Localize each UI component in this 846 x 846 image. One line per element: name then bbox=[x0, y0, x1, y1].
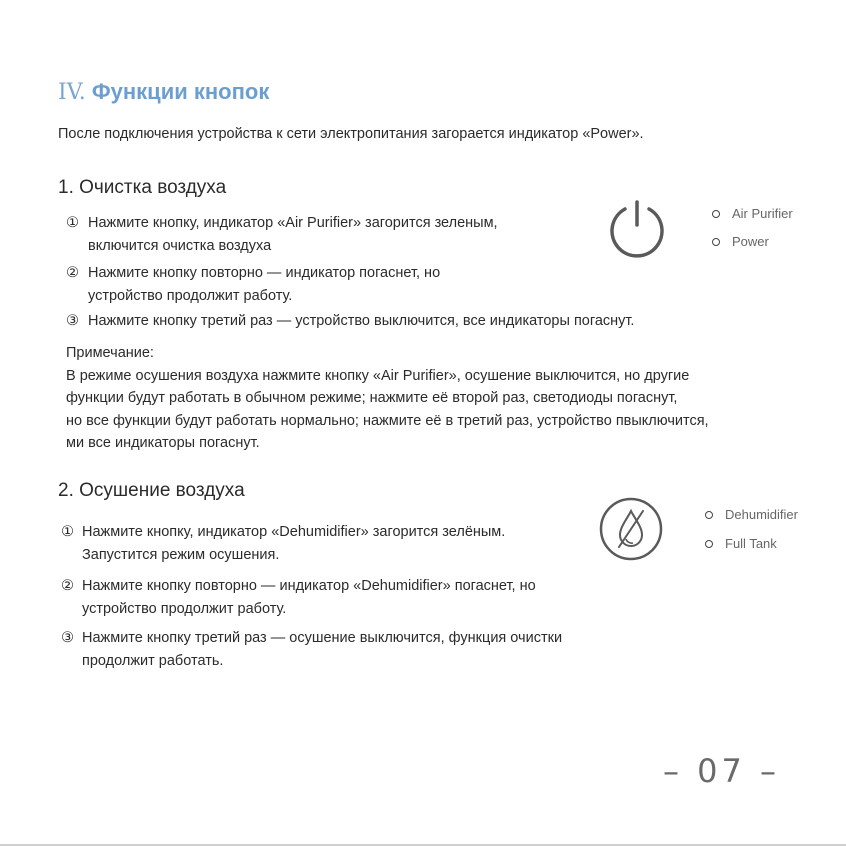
page-number: – 07 – bbox=[662, 752, 780, 790]
dehum-heading: 2. Осушение воздуха bbox=[58, 480, 245, 501]
note-label: Примечание: bbox=[66, 345, 154, 361]
indicator-dot-icon bbox=[705, 540, 713, 548]
air-heading: 1. Очистка воздуха bbox=[58, 177, 227, 198]
step-text: Нажмите кнопку третий раз — устройство выключится, все индикаторы погаснут. bbox=[88, 313, 635, 329]
legend-air-purifier bbox=[712, 206, 793, 221]
step-text: продолжит работать. bbox=[82, 653, 224, 669]
step-text: Нажмите кнопку третий раз — осушение выключится, функция очистки bbox=[82, 630, 563, 646]
legend-label: Dehumidifier bbox=[725, 507, 798, 522]
section-title-text: Функции кнопок bbox=[91, 79, 270, 104]
section-roman-numeral: IV. bbox=[58, 80, 86, 105]
air-step-3 bbox=[66, 310, 634, 333]
air-step-2 bbox=[66, 262, 440, 308]
legend-full-tank bbox=[705, 536, 777, 551]
legend-label: Full Tank bbox=[725, 536, 777, 551]
legend-power bbox=[712, 234, 769, 249]
step-text: Нажмите кнопку, индикатор «Dehumidifier» загорится зелёным. bbox=[82, 524, 506, 540]
section-title bbox=[58, 79, 269, 105]
step-text: Нажмите кнопку повторно — индикатор погаснет, но bbox=[88, 265, 441, 281]
legend-label: Air Purifier bbox=[732, 206, 793, 221]
indicator-dot-icon bbox=[712, 210, 720, 218]
note-block bbox=[66, 342, 709, 455]
legend-label: Power bbox=[732, 234, 769, 249]
step-text: Нажмите кнопку, индикатор «Air Purifier» загорится зеленым, bbox=[88, 215, 498, 231]
note-line: В режиме осушения воздуха нажмите кнопку «Air Purifier», осушение выключится, но другие bbox=[66, 367, 690, 384]
indicator-dot-icon bbox=[712, 238, 720, 246]
water-drop-off-icon bbox=[599, 497, 663, 566]
step-number: ③ bbox=[66, 313, 79, 329]
step-text: устройство продолжит работу. bbox=[88, 288, 293, 304]
intro-text: После подключения устройства к сети электропитания загорается индикатор «Power». bbox=[58, 126, 644, 142]
air-step-1 bbox=[66, 212, 498, 258]
power-icon bbox=[606, 199, 668, 266]
dehum-step-3 bbox=[61, 627, 562, 673]
note-line: функции будут работать в обычном режиме; нажмите её второй раз, светодиоды погаснут, bbox=[66, 390, 678, 406]
step-text: Нажмите кнопку повторно — индикатор «Dehumidifier» погаснет, но bbox=[82, 578, 536, 594]
note-line: ми все индикаторы погаснут. bbox=[66, 435, 260, 451]
step-number: ③ bbox=[61, 630, 74, 646]
step-number: ② bbox=[66, 265, 79, 281]
step-number: ① bbox=[66, 215, 79, 231]
note-line: но все функции будут работать нормально; нажмите её в третий раз, устройство пвыключится, bbox=[66, 412, 709, 429]
step-text: устройство продолжит работу. bbox=[82, 601, 287, 617]
indicator-dot-icon bbox=[705, 511, 713, 519]
step-number: ② bbox=[61, 578, 74, 594]
step-number: ① bbox=[61, 524, 74, 540]
step-text: включится очистка воздуха bbox=[88, 238, 272, 254]
dehum-step-1 bbox=[61, 521, 505, 567]
step-text: Запустится режим осушения. bbox=[82, 547, 280, 563]
legend-dehumidifier bbox=[705, 507, 798, 522]
dehum-step-2 bbox=[61, 575, 536, 621]
